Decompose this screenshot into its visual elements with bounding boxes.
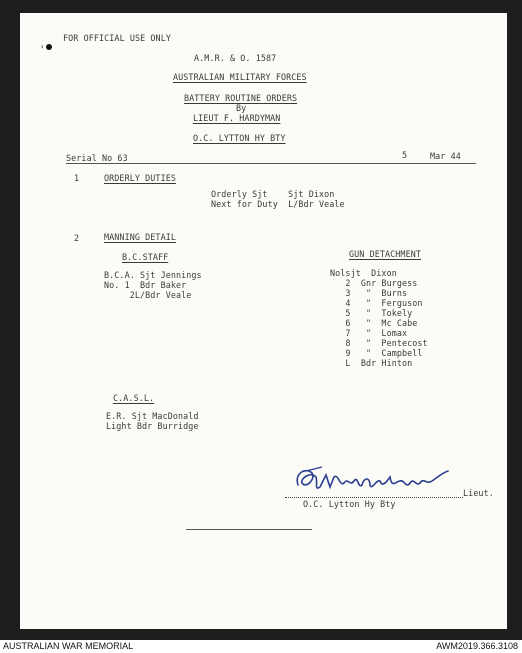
gun-line-6: 6 " Mc Cabe xyxy=(330,318,418,328)
gun-line-2: 2 Gnr Burgess xyxy=(330,278,418,288)
orderly-line-2: Next for Duty L/Bdr Veale xyxy=(211,199,345,209)
bc-line-2: No. 1 Bdr Baker xyxy=(104,280,187,290)
serial-month: Mar 44 xyxy=(430,151,461,161)
gun-line-10: L Bdr Hinton xyxy=(330,358,413,368)
orderly-duties-heading: ORDERLY DUTIES xyxy=(104,173,176,183)
gun-line-4: 4 " Ferguson xyxy=(330,298,423,308)
bc-staff-heading: B.C.STAFF xyxy=(122,252,169,262)
gun-line-5: 5 " Tokely xyxy=(330,308,413,318)
casl-heading: C.A.S.L. xyxy=(113,393,155,403)
gun-line-1: Nolsjt Dixon xyxy=(330,268,397,278)
classification: FOR OFFICIAL USE ONLY xyxy=(63,33,171,43)
gun-line-8: 8 " Pentecost xyxy=(330,338,428,348)
item-2-number: 2 xyxy=(74,233,80,243)
document-page xyxy=(20,13,507,629)
footer-accession-number: AWM2019.366.3108 xyxy=(436,641,518,651)
orderly-line-1: Orderly Sjt Sjt Dixon xyxy=(211,189,335,199)
serial-rule xyxy=(66,163,476,164)
handwritten-signature xyxy=(292,463,462,499)
gun-detachment-heading: GUN DETACHMENT xyxy=(349,249,421,259)
force-name: AUSTRALIAN MILITARY FORCES xyxy=(173,72,307,82)
officer-name: LIEUT F. HARDYMAN xyxy=(193,113,281,123)
gun-line-9: 9 " Campbell xyxy=(330,348,423,358)
footer-source: AUSTRALIAN WAR MEMORIAL xyxy=(3,641,134,651)
bc-line-1: B.C.A. Sjt Jennings xyxy=(104,270,202,280)
punch-hole-mark: ‹ xyxy=(40,42,45,51)
gun-line-7: 7 " Lomax xyxy=(330,328,408,338)
signature-unit: O.C. Lytton Hy Bty xyxy=(303,499,396,509)
document-title: BATTERY ROUTINE ORDERS xyxy=(184,93,298,103)
casl-line-2: Light Bdr Burridge xyxy=(106,421,199,431)
signature-rank: Lieut. xyxy=(463,488,494,498)
gun-line-3: 3 " Burns xyxy=(330,288,408,298)
punch-hole xyxy=(46,44,52,50)
item-1-number: 1 xyxy=(74,173,80,183)
serial-number: Serial No 63 xyxy=(66,153,128,163)
reference-number: A.M.R. & O. 1587 xyxy=(194,53,277,63)
serial-day: 5 xyxy=(402,150,408,160)
signature-line xyxy=(285,497,463,498)
manning-detail-heading: MANNING DETAIL xyxy=(104,232,176,242)
casl-line-1: E.R. Sjt MacDonald xyxy=(106,411,199,421)
by-line: By xyxy=(236,103,247,113)
closing-rule xyxy=(186,529,312,530)
footer-bar xyxy=(0,640,522,653)
unit-name: O.C. LYTTON HY BTY xyxy=(193,133,286,143)
bc-line-3: 2L/Bdr Veale xyxy=(104,290,192,300)
